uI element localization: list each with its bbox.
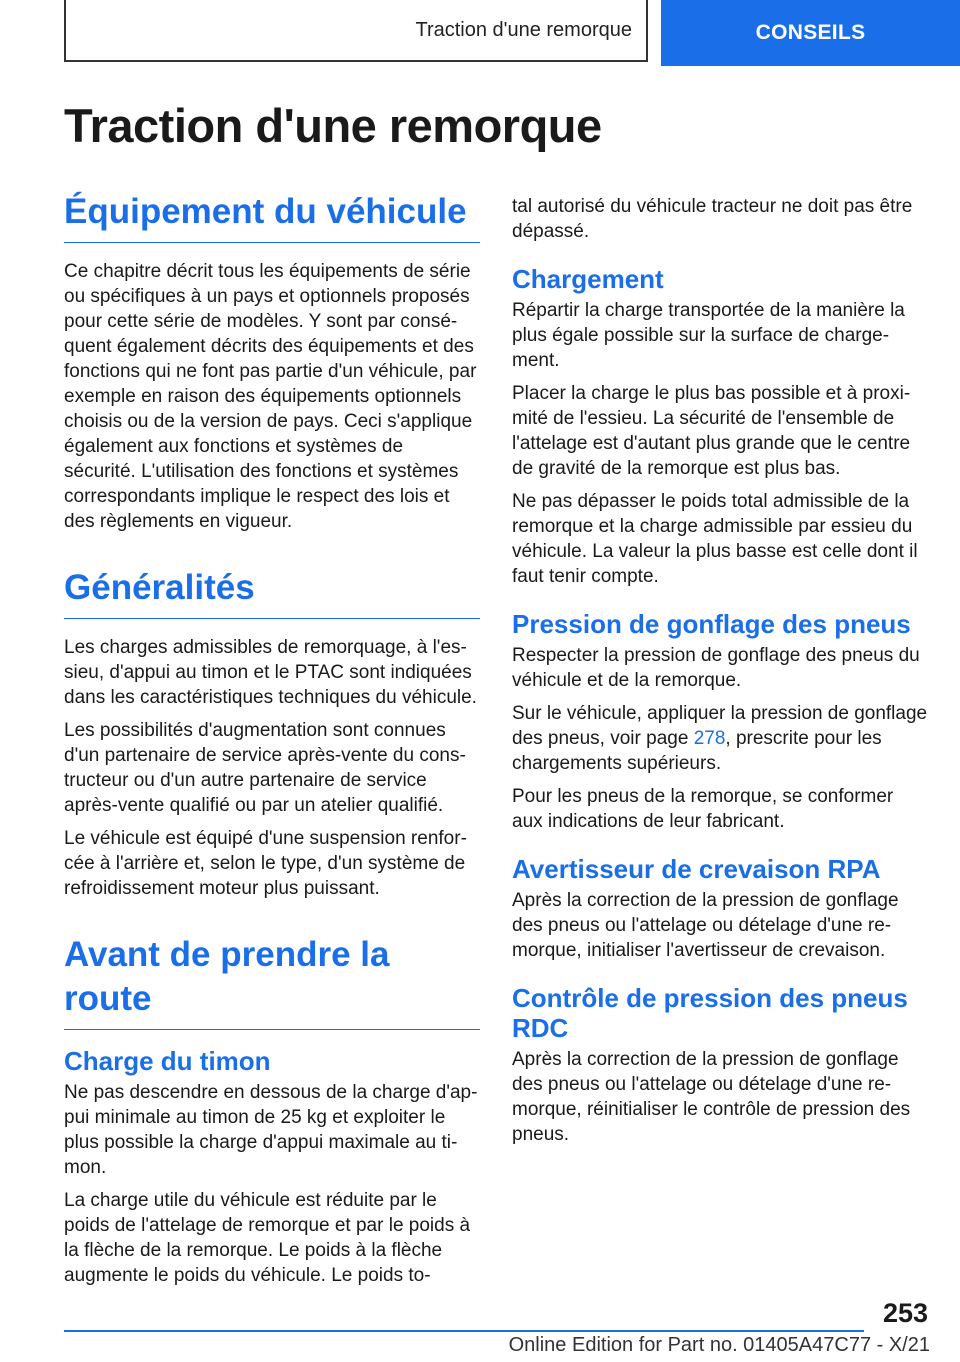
section-tab[interactable]: CONSEILS <box>661 0 960 66</box>
page-title: Traction d'une remorque <box>64 99 602 152</box>
page-number: 253 <box>882 1298 928 1328</box>
paragraph: Ne pas descendre en dessous de la charge d'appui minimale au timon de 25 kg et exploiter le plus possible la charge d'appui maximale au timon. <box>64 1082 478 1178</box>
edition-text: Online Edition for Part no. 01405A47C77 - X/21 <box>508 1334 930 1356</box>
section-title-general: Généralités <box>64 566 480 619</box>
paragraph <box>512 701 928 776</box>
subsection-title-tongue-load: Charge du timon <box>64 1046 271 1076</box>
subsection-title-tire-pressure: Pression de gonflage des pneus <box>512 609 911 639</box>
page-reference-link[interactable]: 278 <box>693 728 726 749</box>
footer-divider <box>64 1330 864 1332</box>
paragraph: Respecter la pression de gonflage des pneus du véhicule et de la remorque. <box>512 645 920 691</box>
paragraph: Les possibilités d'augmentation sont connues d'un partenaire de service après-vente du constructeur ou d'un autre partenaire de service après-vente qualifié ou par un atelier qualifié. <box>64 720 466 816</box>
paragraph: Répartir la charge transportée de la manière la plus égale possible sur la surface de chargement. <box>512 300 905 371</box>
paragraph: Ne pas dépasser le poids total admissible de la remorque et la charge admissible par essieu du véhicule. La valeur la plus basse est celle dont il faut tenir compte. <box>512 491 918 587</box>
paragraph-text: , prescrite pour les chargements supérieurs. <box>512 728 882 774</box>
paragraph: La charge utile du véhicule est réduite par le poids de l'attelage de remorque et par le poids à la flèche de la remorque. Le poids à la flèche augmente le poids du véhicule. Le poids to- <box>64 1190 471 1286</box>
left-column <box>64 190 480 1296</box>
paragraph: Les charges admissibles de remorquage, à l'essieu, d'appui au timon et le PTAC sont indiquées dans les caractéristiques techniques du véhicule. <box>64 637 477 708</box>
subsection-title-flat-tire-monitor: Avertisseur de crevaison RPA <box>512 854 881 884</box>
paragraph: Après la correction de la pression de gonflage des pneus ou l'attelage ou dételage d'une remorque, réinitialiser le contrôle de pression des pneus. <box>512 1049 911 1145</box>
right-column <box>512 194 928 1155</box>
paragraph: Le véhicule est équipé d'une suspension renforcée à l'arrière et, selon le type, d'un système de refroidissement moteur plus puissant. <box>64 828 467 899</box>
paragraph: Placer la charge le plus bas possible et à proximité de l'essieu. La sécurité de l'ensemble de l'attelage est d'autant plus grande que le centre de gravité de la remorque est plus bas. <box>512 383 911 479</box>
subsection-title-loading: Chargement <box>512 264 664 294</box>
paragraph: Après la correction de la pression de gonflage des pneus ou l'attelage ou dételage d'une remorque, initialiser l'avertisseur de crevaison. <box>512 890 899 961</box>
paragraph: tal autorisé du véhicule tracteur ne doit pas être dépassé. <box>512 196 913 242</box>
section-title-equipment: Équipement du véhicule <box>64 190 480 243</box>
chapter-title: Traction d'une remorque <box>64 0 648 62</box>
section-title-before-driving: Avant de prendre la route <box>64 933 480 1030</box>
subsection-title-tire-pressure-monitor: Contrôle de pression des pneus RDC <box>512 983 908 1043</box>
page-header <box>0 0 960 66</box>
paragraph-text: Sur le véhicule, appliquer la pression de gonflage des pneus, voir page <box>512 703 928 749</box>
paragraph: Pour les pneus de la remorque, se conformer aux indications de leur fabricant. <box>512 786 894 832</box>
paragraph: Ce chapitre décrit tous les équipements de série ou spécifiques à un pays et optionnels proposés pour cette série de modèles. Y sont par conséquent également décrits des équipements et des fonctions qui ne font pas partie d'un véhicule, par exemple en raison des équipements optionnels choisis ou de la version de pays. Ceci s'applique également aux fonctions et systèmes de sécurité. L'utilisation des fonctions et systèmes correspondants implique le respect des lois et des règlements en vigueur. <box>64 261 477 532</box>
